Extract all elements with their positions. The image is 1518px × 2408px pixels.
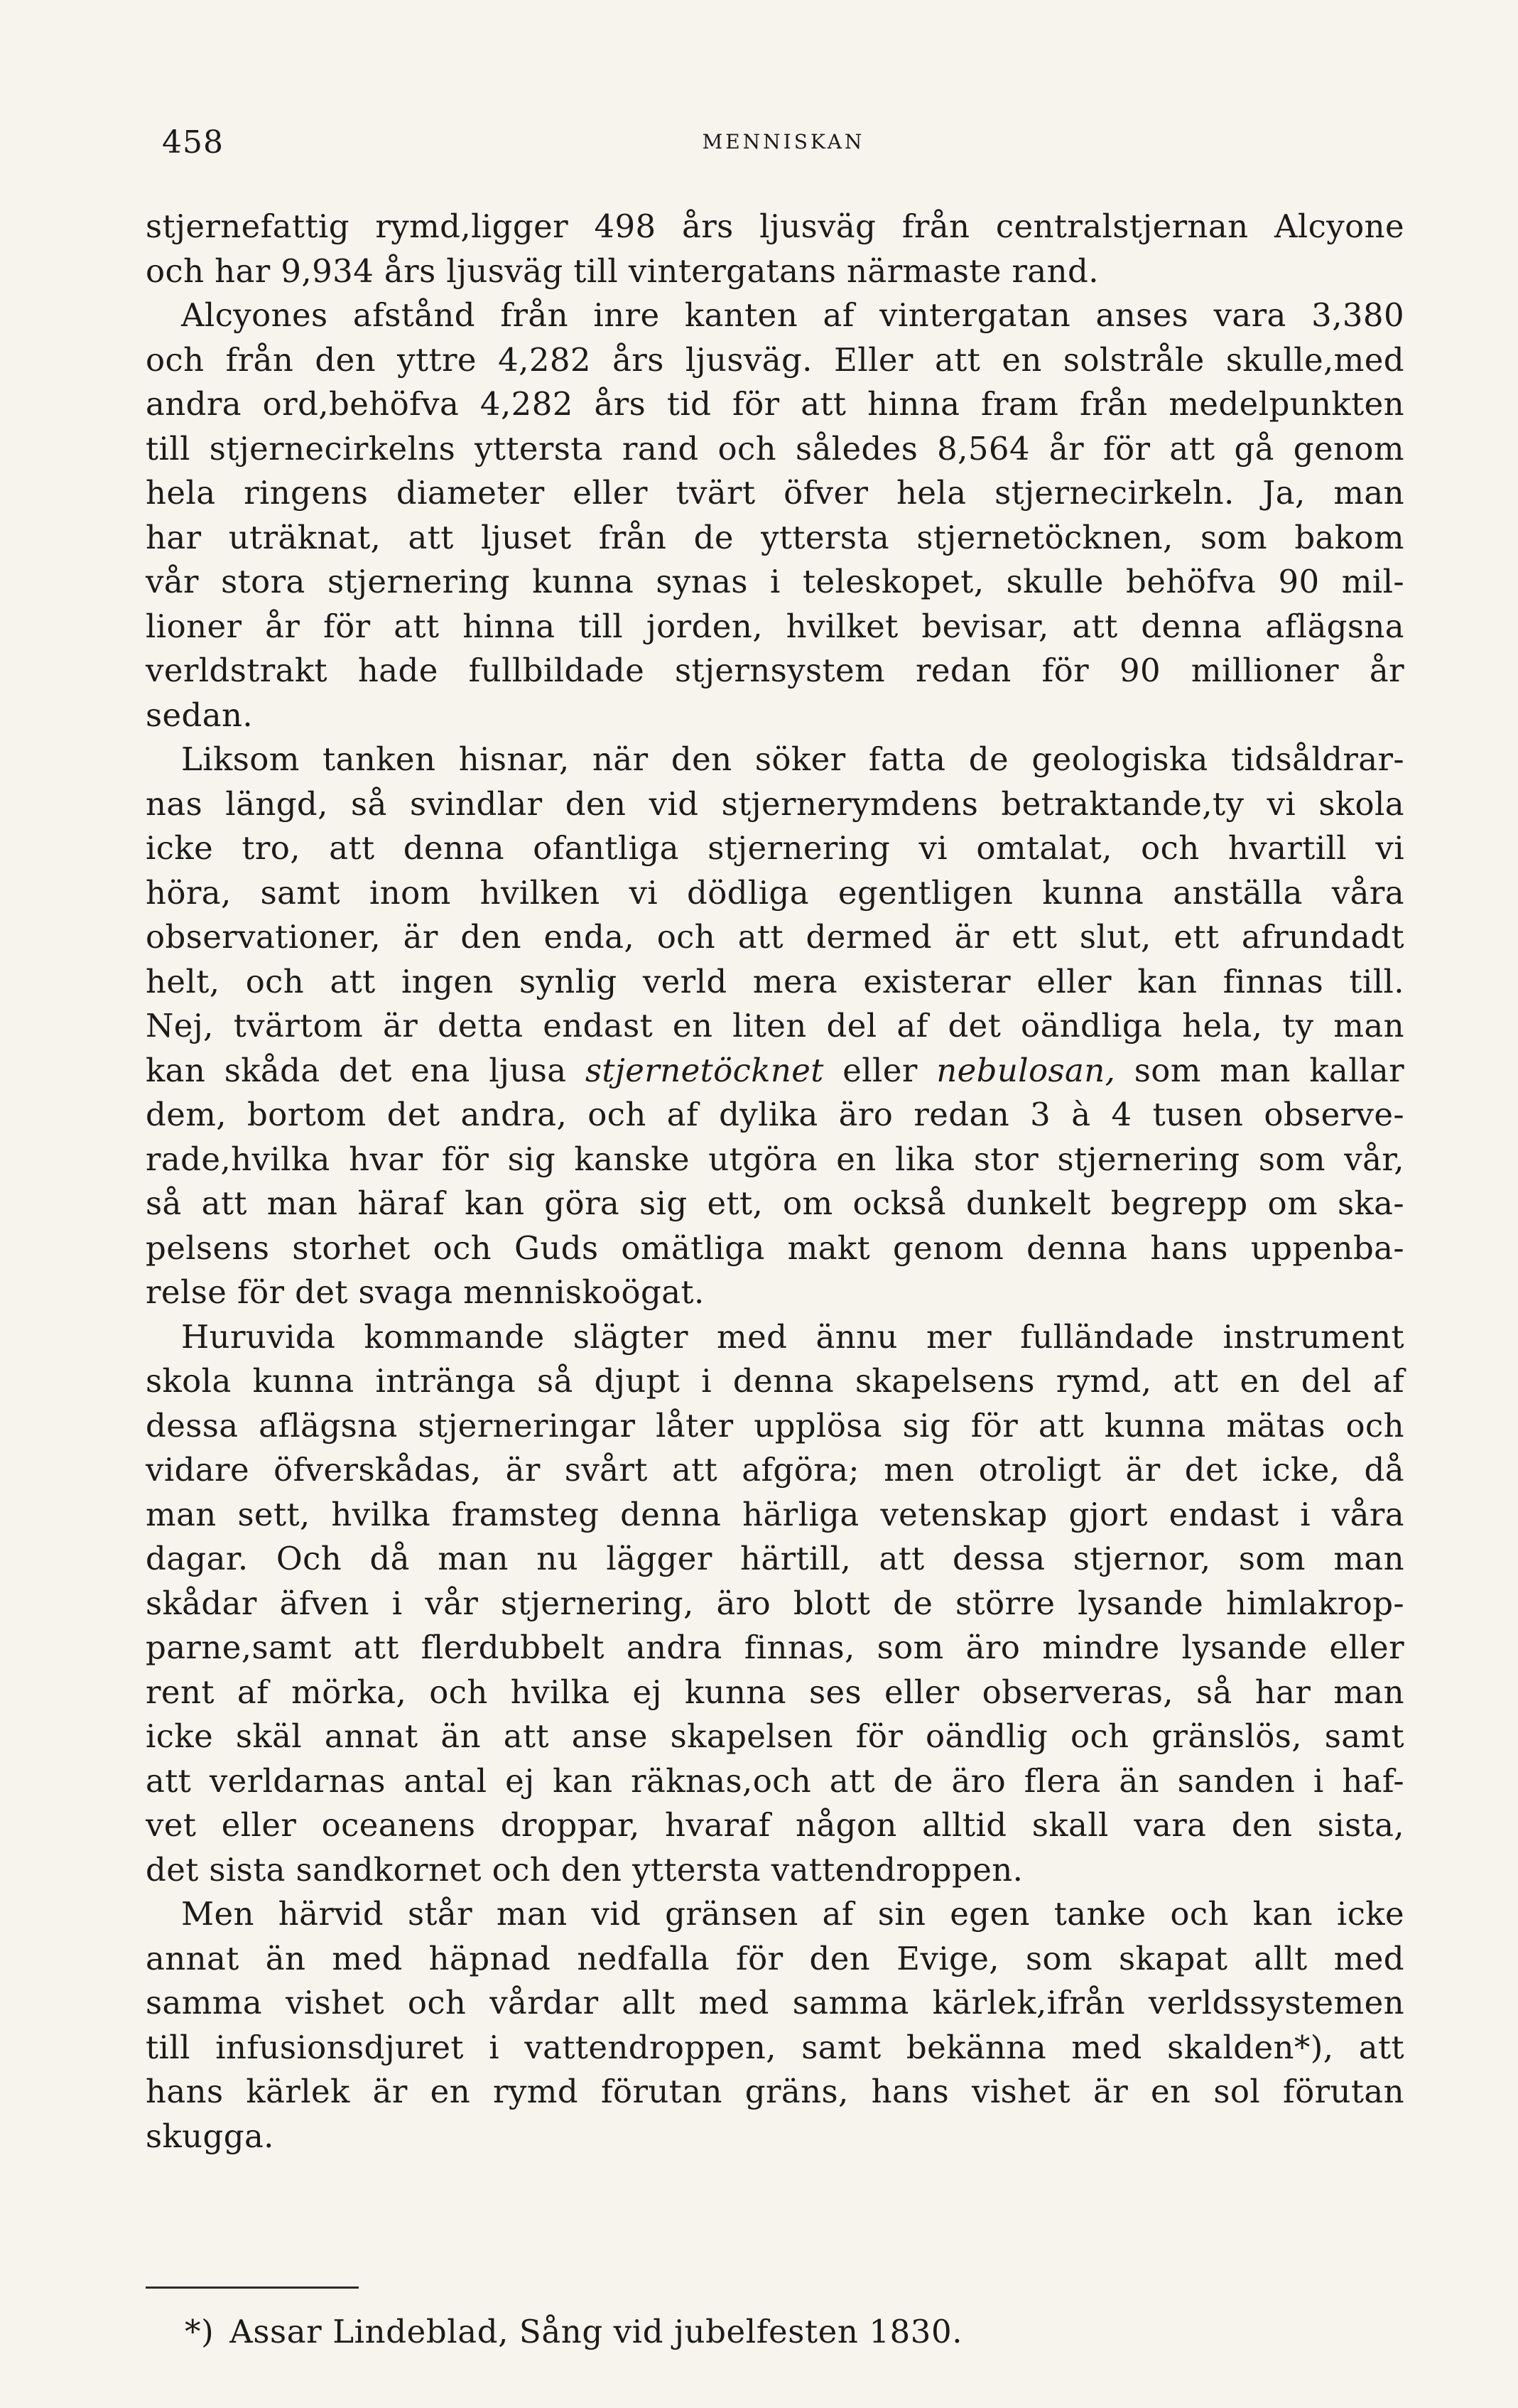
page-header (162, 124, 1405, 167)
footnote-mark: *) (185, 2313, 215, 2350)
text-line: rent af mörka, och hvilka ej kunna ses eller observeras, så har man (146, 1673, 1404, 1711)
text-line: och har 9,934 års ljusväg till vintergatans närmaste rand. (146, 252, 1099, 290)
text-line: lioner år för att hinna till jorden, hvilket bevisar, att denna aflägsna (146, 607, 1404, 645)
footnote-rule (146, 2286, 359, 2289)
text-line: vår stora stjernering kunna synas i teleskopet, skulle behöfva 90 mil- (146, 563, 1404, 600)
text-line: Alcyones afstånd från inre kanten af vintergatan anses vara 3,380 (181, 296, 1404, 334)
text-line: sedan. (146, 696, 254, 734)
text-line: Men härvid står man vid gränsen af sin egen tanke och kan icke (181, 1895, 1404, 1933)
text-line: har uträknat, att ljuset från de yttersta stjernetöcknen, som bakom (146, 518, 1404, 556)
text-line: annat än med häpnad nedfalla för den Evige, som skapat allt med (146, 1939, 1404, 1977)
text-line: icke tro, att denna ofantliga stjernering vi omtalat, och hvartill vi (146, 829, 1404, 867)
text-line: så att man häraf kan göra sig ett, om också dunkelt begrepp om ska- (146, 1184, 1404, 1222)
text-line: dagar. Och då man nu lägger härtill, att dessa stjernor, som man (146, 1540, 1404, 1577)
text-run: eller (823, 1051, 937, 1089)
text-line: man sett, hvilka framsteg denna härliga vetenskap gjort endast i våra (146, 1495, 1404, 1533)
text-line: nas längd, så svindlar den vid stjernerymdens betraktande,ty vi skola (146, 784, 1404, 823)
text-line: vidare öfverskådas, är svårt att afgöra; men otroligt är det icke, då (146, 1451, 1404, 1489)
text-line: hans kärlek är en rymd förutan gräns, hans vishet är en sol förutan (146, 2073, 1404, 2110)
text-line: parne,samt att flerdubbelt andra finnas, som äro mindre lysande eller (146, 1629, 1404, 1666)
text-line: samma vishet och vårdar allt med samma kärlek,ifrån verldssystemen (146, 1984, 1404, 2021)
text-line: pelsens storhet och Guds omätliga makt genom denna hans uppenba- (146, 1229, 1404, 1267)
text-line: dessa aflägsna stjerneringar låter upplösa sig för att kunna mätas och (146, 1406, 1404, 1445)
text-line: rade,hvilka hvar för sig kanske utgöra en lika stor stjernering som vår, (146, 1140, 1404, 1178)
italic-term: nebulosan, (936, 1051, 1116, 1089)
text-line: skådar äfven i vår stjernering, äro blott de större lysande himlakrop- (146, 1584, 1404, 1622)
text-line: icke skäl annat än att anse skapelsen för oändlig och gränslös, samt (146, 1717, 1404, 1755)
page-number: 458 (162, 124, 224, 161)
text-line: stjernefattig rymd,ligger 498 års ljusväg från centralstjernan Alcyone (146, 207, 1404, 245)
text-line: att verldarnas antal ej kan räknas,och att de äro flera än sanden i haf- (146, 1761, 1404, 1800)
text-line: helt, och att ingen synlig verld mera existerar eller kan finnas till. (146, 962, 1404, 1000)
footnote (185, 2310, 963, 2355)
text-line: höra, samt inom hvilken vi dödliga egentligen kunna anställa våra (146, 873, 1404, 912)
text-line: till infusionsdjuret i vattendroppen, samt bekänna med skalden*), att (146, 2028, 1404, 2066)
footnote-text: Assar Lindeblad, Sång vid jubelfesten 1830. (229, 2313, 963, 2350)
text-line: verldstrakt hade fullbildade stjernsystem redan för 90 millioner år (146, 652, 1404, 689)
text-line: observationer, är den enda, och att dermed är ett slut, ett afrundadt (146, 918, 1404, 956)
text-line: vet eller oceanens droppar, hvaraf någon alltid skall vara den sista, (146, 1806, 1404, 1844)
text-line: hela ringens diameter eller tvärt öfver hela stjernecirkeln. Ja, man (146, 474, 1404, 512)
text-line: skugga. (146, 2117, 274, 2155)
text-line: relse för det svaga menniskoögat. (146, 1273, 705, 1311)
text-line: till stjernecirkelns yttersta rand och således 8,564 år för att gå genom (146, 429, 1404, 468)
text-line: det sista sandkornet och den yttersta vattendroppen. (146, 1850, 1024, 1889)
text-line: dem, bortom det andra, och af dylika äro redan 3 à 4 tusen observe- (146, 1096, 1404, 1133)
running-title: MENNISKAN (702, 130, 865, 153)
text-line (146, 1049, 1404, 1094)
text-line: skola kunna intränga så djupt i denna skapelsens rymd, att en del af (146, 1362, 1404, 1400)
text-line: Nej, tvärtom är detta endast en liten del af det oändliga hela, ty man (146, 1007, 1404, 1044)
text-line: och från den yttre 4,282 års ljusväg. Eller att en solstråle skulle,med (146, 340, 1404, 379)
text-line: Huruvida kommande slägter med ännu mer fulländade instrument (181, 1317, 1404, 1356)
text-run: som man kallar (1115, 1051, 1404, 1089)
text-line: Liksom tanken hisnar, när den söker fatta de geologiska tidsåldrar- (181, 740, 1404, 778)
text-run: kan skåda det ena ljusa (146, 1051, 585, 1089)
italic-term: stjernetöcknet (585, 1051, 824, 1089)
body-text (146, 205, 1404, 2159)
text-line: andra ord,behöfva 4,282 års tid för att hinna fram från medelpunkten (146, 385, 1404, 423)
